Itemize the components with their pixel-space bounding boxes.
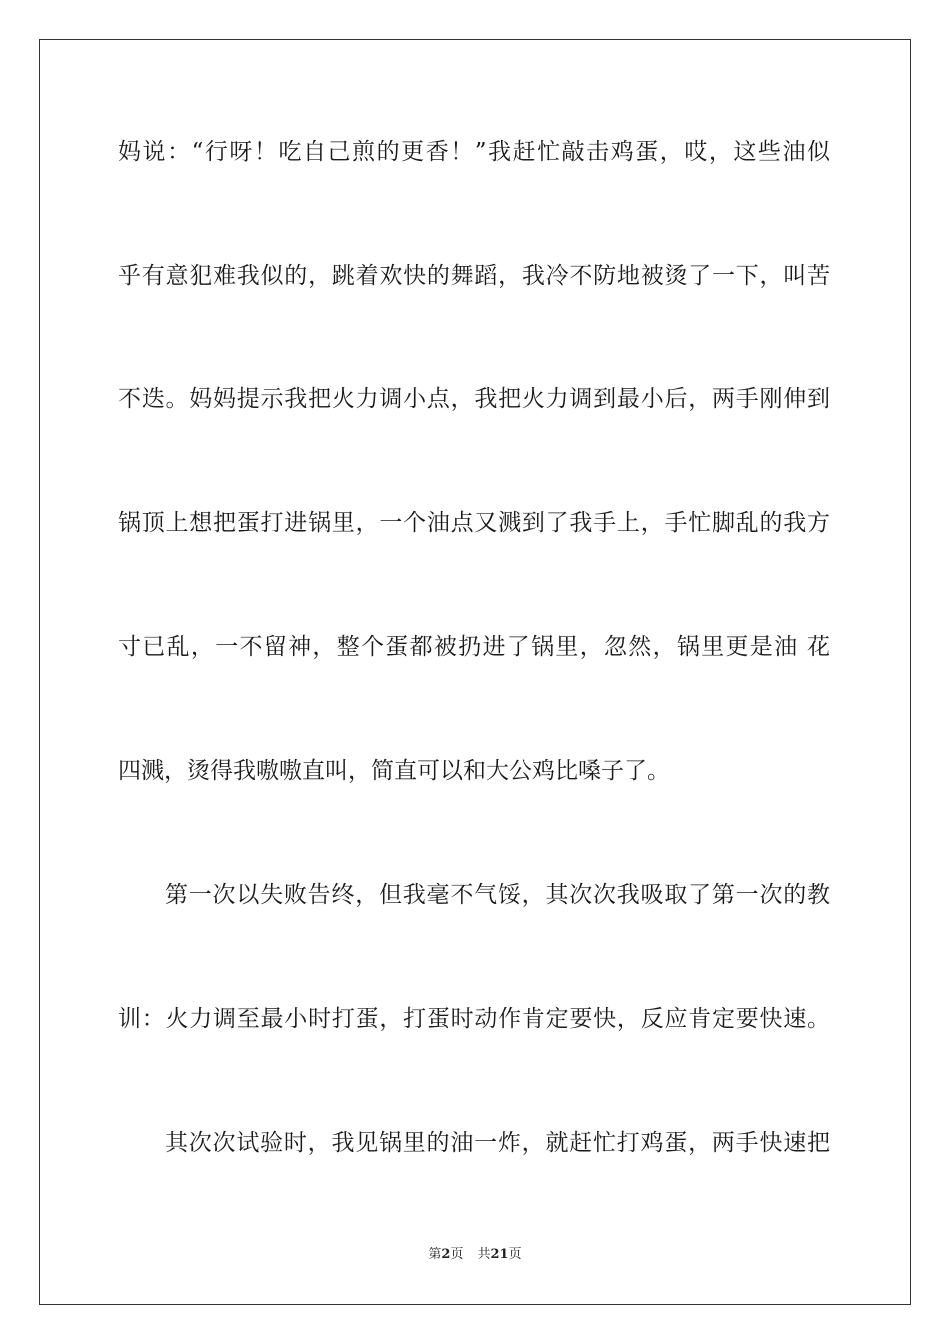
paragraph-line-6: 四溅，烫得我嗷嗷直叫，简直可以和大公鸡比嗓子了。	[118, 758, 670, 784]
paragraph-line-5: 寸已乱，一不留神，整个蛋都被扔进了锅里，忽然，锅里更是油 花	[118, 634, 830, 660]
footer-page-prefix: 第	[428, 1247, 442, 1262]
paragraph-line-7: 第一次以失败告终，但我毫不气馁，其次次我吸取了第一次的教	[165, 882, 830, 908]
page-footer	[0, 1246, 950, 1264]
paragraph-line-9: 其次次试验时，我见锅里的油一炸，就赶忙打鸡蛋，两手快速把	[165, 1130, 830, 1156]
paragraph-line-8: 训：火力调至最小时打蛋，打蛋时动作肯定要快，反应肯定要快速。	[118, 1006, 830, 1032]
paragraph-line-4: 锅顶上想把蛋打进锅里，一个油点又溅到了我手上，手忙脚乱的我方	[118, 510, 830, 536]
paragraph-line-1: 妈说：“行呀！吃自己煎的更香！”我赶忙敲击鸡蛋，哎，这些油似	[118, 139, 830, 165]
paragraph-line-3: 不迭。妈妈提示我把火力调小点，我把火力调到最小后，两手刚伸到	[118, 386, 830, 412]
footer-page-suffix: 页	[450, 1247, 464, 1262]
page-border	[39, 39, 911, 1305]
footer-total-pages: 21	[490, 1247, 509, 1262]
footer-page-number: 2	[441, 1247, 451, 1262]
footer-total-suffix: 页	[508, 1247, 522, 1262]
paragraph-line-2: 乎有意犯难我似的，跳着欢快的舞蹈，我冷不防地被烫了一下，叫苦	[118, 263, 830, 289]
footer-total-prefix: 共	[477, 1247, 491, 1262]
